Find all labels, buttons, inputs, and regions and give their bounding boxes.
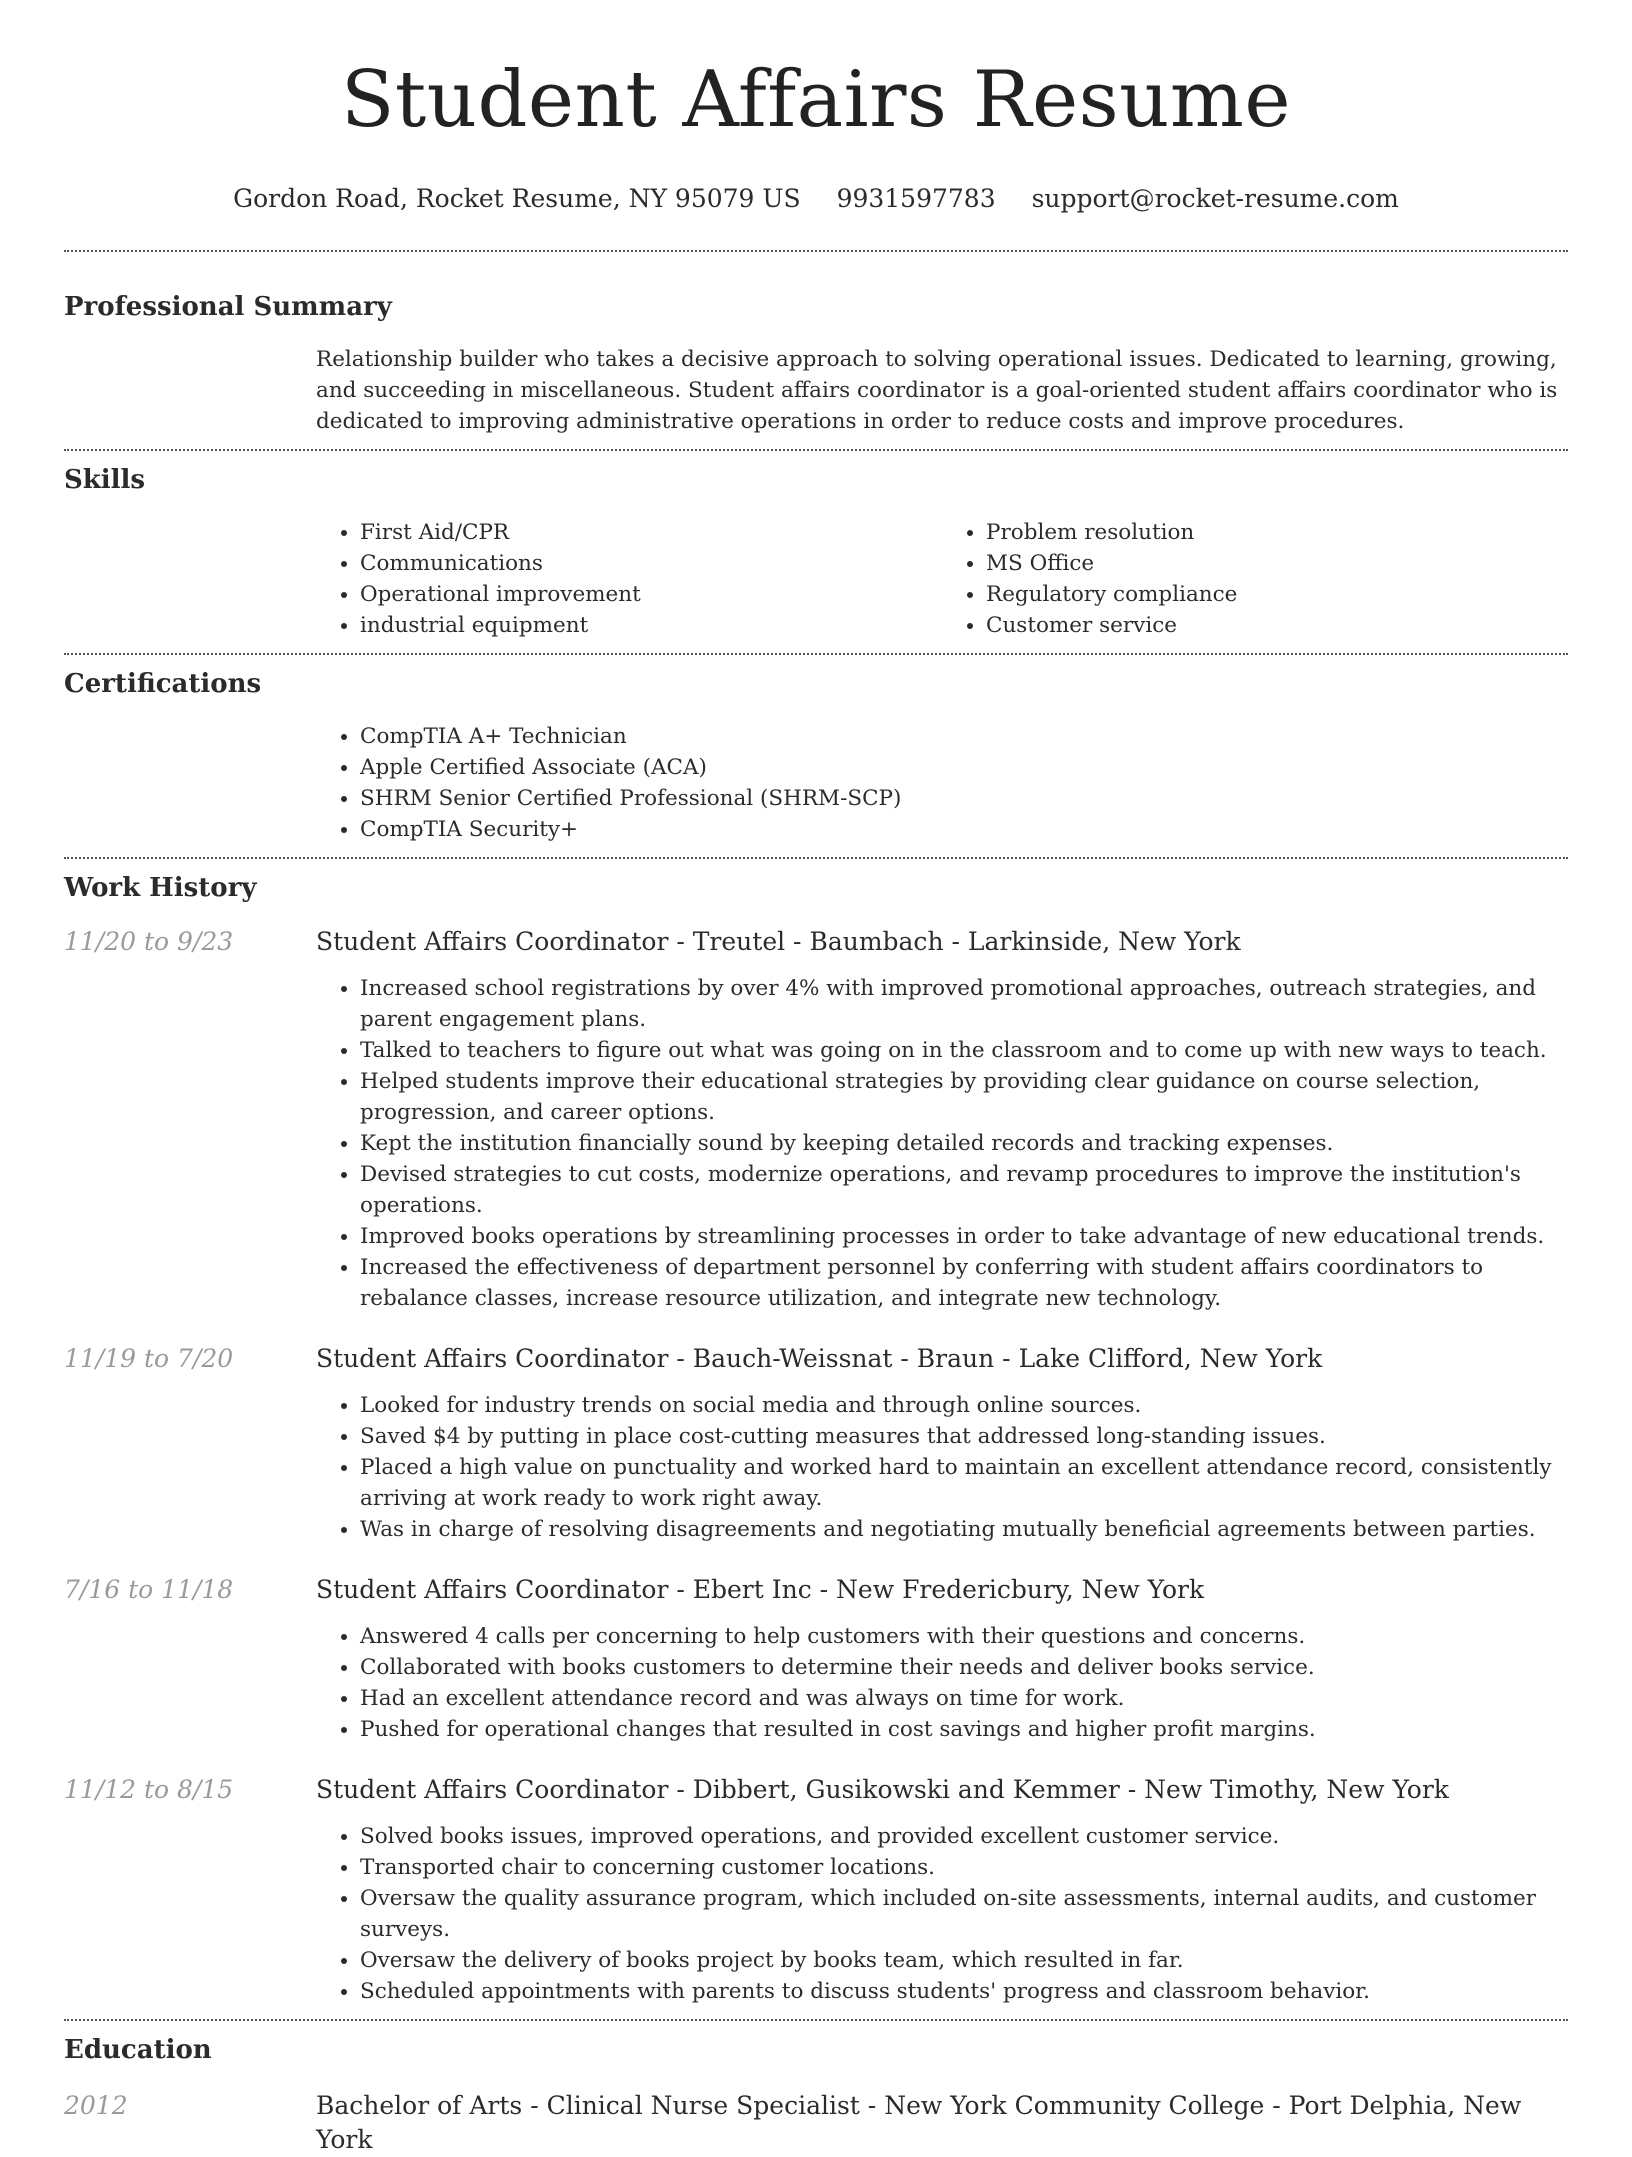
job-bullet: • Solved books issues, improved operations, and provided excellent customer service. [360,1821,1568,1852]
section-divider [64,250,1568,252]
job-bullet: • Improved books operations by streamlining processes in order to take advantage of new educational trends. [360,1221,1568,1252]
education-section [64,2033,1568,2157]
job-bullets-block [316,973,1568,1314]
certification-item: • CompTIA A+ Technician [360,721,1568,752]
job-dates: 11/12 to 8/15 [64,1775,234,1804]
job-bullets-block [316,1390,1568,1545]
summary-heading: Professional Summary [64,292,392,322]
job-bullet: • Had an excellent attendance record and was always on time for work. [360,1683,1568,1714]
resume-title: Student Affairs Resume [340,55,1291,145]
skill-item: • industrial equipment [360,610,942,641]
education-heading: Education [64,2035,212,2065]
job-bullets [316,1821,1568,2007]
job-bullet: • Looked for industry trends on social media and through online sources. [360,1390,1568,1421]
skill-item: • Communications [360,548,942,579]
job-header [64,1773,1568,1807]
skill-item: • Regulatory compliance [986,579,1568,610]
skills-section [64,463,1568,641]
job-bullet: • Kept the institution financially sound by keeping detailed records and tracking expenses. [360,1128,1568,1159]
job-title: Student Affairs Coordinator - Bauch-Weissnat - Braun - Lake Clifford, New York [316,1344,1323,1373]
section-divider [64,449,1568,451]
skills-list-left [316,517,942,641]
job-entry [64,1342,1568,1545]
job-bullet: • Increased the effectiveness of department personnel by conferring with student affairs coordinators to rebalance classes, increase resource utilization, and integrate new technology. [360,1252,1568,1314]
job-entry [64,1573,1568,1745]
job-bullets-block [316,1621,1568,1745]
job-bullets-block [316,1821,1568,2007]
job-header [64,1342,1568,1376]
job-bullet: • Oversaw the quality assurance program, which included on-site assessments, internal audits, and customer surveys. [360,1883,1568,1945]
job-bullet: • Talked to teachers to figure out what was going on in the classroom and to come up with new ways to teach. [360,1035,1568,1066]
skills-list-right [942,517,1568,641]
skill-item: • Customer service [986,610,1568,641]
job-bullet: • Placed a high value on punctuality and worked hard to maintain an excellent attendance record, consistently arriving at work ready to work right away. [360,1452,1568,1514]
job-title: Student Affairs Coordinator - Dibbert, Gusikowski and Kemmer - New Timothy, New York [316,1775,1449,1804]
section-divider [64,653,1568,655]
job-bullet: • Helped students improve their educational strategies by providing clear guidance on course selection, progression, and career options. [360,1066,1568,1128]
summary-text: Relationship builder who takes a decisive approach to solving operational issues. Dedicated to learning, growing, and succeeding in miscellaneous. Student affairs coordinator is a goal-oriented student affairs coordinator who is dedicated to improving administrative operations in order to reduce costs and improve procedures. [316,347,1558,434]
job-bullet: • Pushed for operational changes that resulted in cost savings and higher profit margins. [360,1714,1568,1745]
job-bullets [316,973,1568,1314]
certification-item: • Apple Certified Associate (ACA) [360,752,1568,783]
certifications-heading: Certifications [64,669,262,699]
job-title: Student Affairs Coordinator - Ebert Inc - New Fredericbury, New York [316,1575,1205,1604]
certifications-block [316,721,1568,845]
section-divider [64,2019,1568,2021]
education-entry [64,2089,1568,2157]
job-bullet: • Saved $4 by putting in place cost-cutting measures that addressed long-standing issues. [360,1421,1568,1452]
job-dates: 7/16 to 11/18 [64,1575,234,1604]
job-bullet: • Transported chair to concerning customer locations. [360,1852,1568,1883]
work-heading: Work History [64,873,257,903]
job-bullet: • Scheduled appointments with parents to discuss students' progress and classroom behavior. [360,1976,1568,2007]
skill-item: • MS Office [986,548,1568,579]
job-bullets [316,1621,1568,1745]
contact-line [64,182,1568,216]
work-section [64,871,1568,2007]
skill-item: • First Aid/CPR [360,517,942,548]
skills-columns [316,517,1568,641]
certifications-list [316,721,1568,845]
skill-item: • Problem resolution [986,517,1568,548]
certifications-section [64,667,1568,845]
job-header [64,925,1568,959]
job-bullet: • Increased school registrations by over 4% with improved promotional approaches, outreach strategies, and parent engagement plans. [360,973,1568,1035]
certification-item: • SHRM Senior Certified Professional (SHRM-SCP) [360,783,1568,814]
skills-heading: Skills [64,465,146,495]
job-header [64,1573,1568,1607]
skill-item: • Operational improvement [360,579,942,610]
job-bullet: • Answered 4 calls per concerning to help customers with their questions and concerns. [360,1621,1568,1652]
job-title: Student Affairs Coordinator - Treutel - Baumbach - Larkinside, New York [316,927,1241,956]
certification-item: • CompTIA Security+ [360,814,1568,845]
job-bullet: • Oversaw the delivery of books project by books team, which resulted in far. [360,1945,1568,1976]
job-dates: 11/20 to 9/23 [64,927,234,956]
job-bullet: • Was in charge of resolving disagreements and negotiating mutually beneficial agreements between parties. [360,1514,1568,1545]
job-entry [64,1773,1568,2007]
job-bullet: • Collaborated with books customers to determine their needs and deliver books service. [360,1652,1568,1683]
contact-address: Gordon Road, Rocket Resume, NY 95079 US [233,184,801,213]
summary-section [64,290,1568,437]
job-bullets [316,1390,1568,1545]
contact-phone: 9931597783 [836,184,996,213]
job-entry [64,925,1568,1314]
education-degree: Bachelor of Arts - Clinical Nurse Specialist - New York Community College - Port Delphia, New York [316,2091,1522,2154]
contact-email: support@rocket-resume.com [1031,184,1399,213]
job-bullet: • Devised strategies to cut costs, modernize operations, and revamp procedures to improve the institution's operations. [360,1159,1568,1221]
section-divider [64,857,1568,859]
job-dates: 11/19 to 7/20 [64,1344,234,1373]
education-year: 2012 [64,2091,128,2120]
